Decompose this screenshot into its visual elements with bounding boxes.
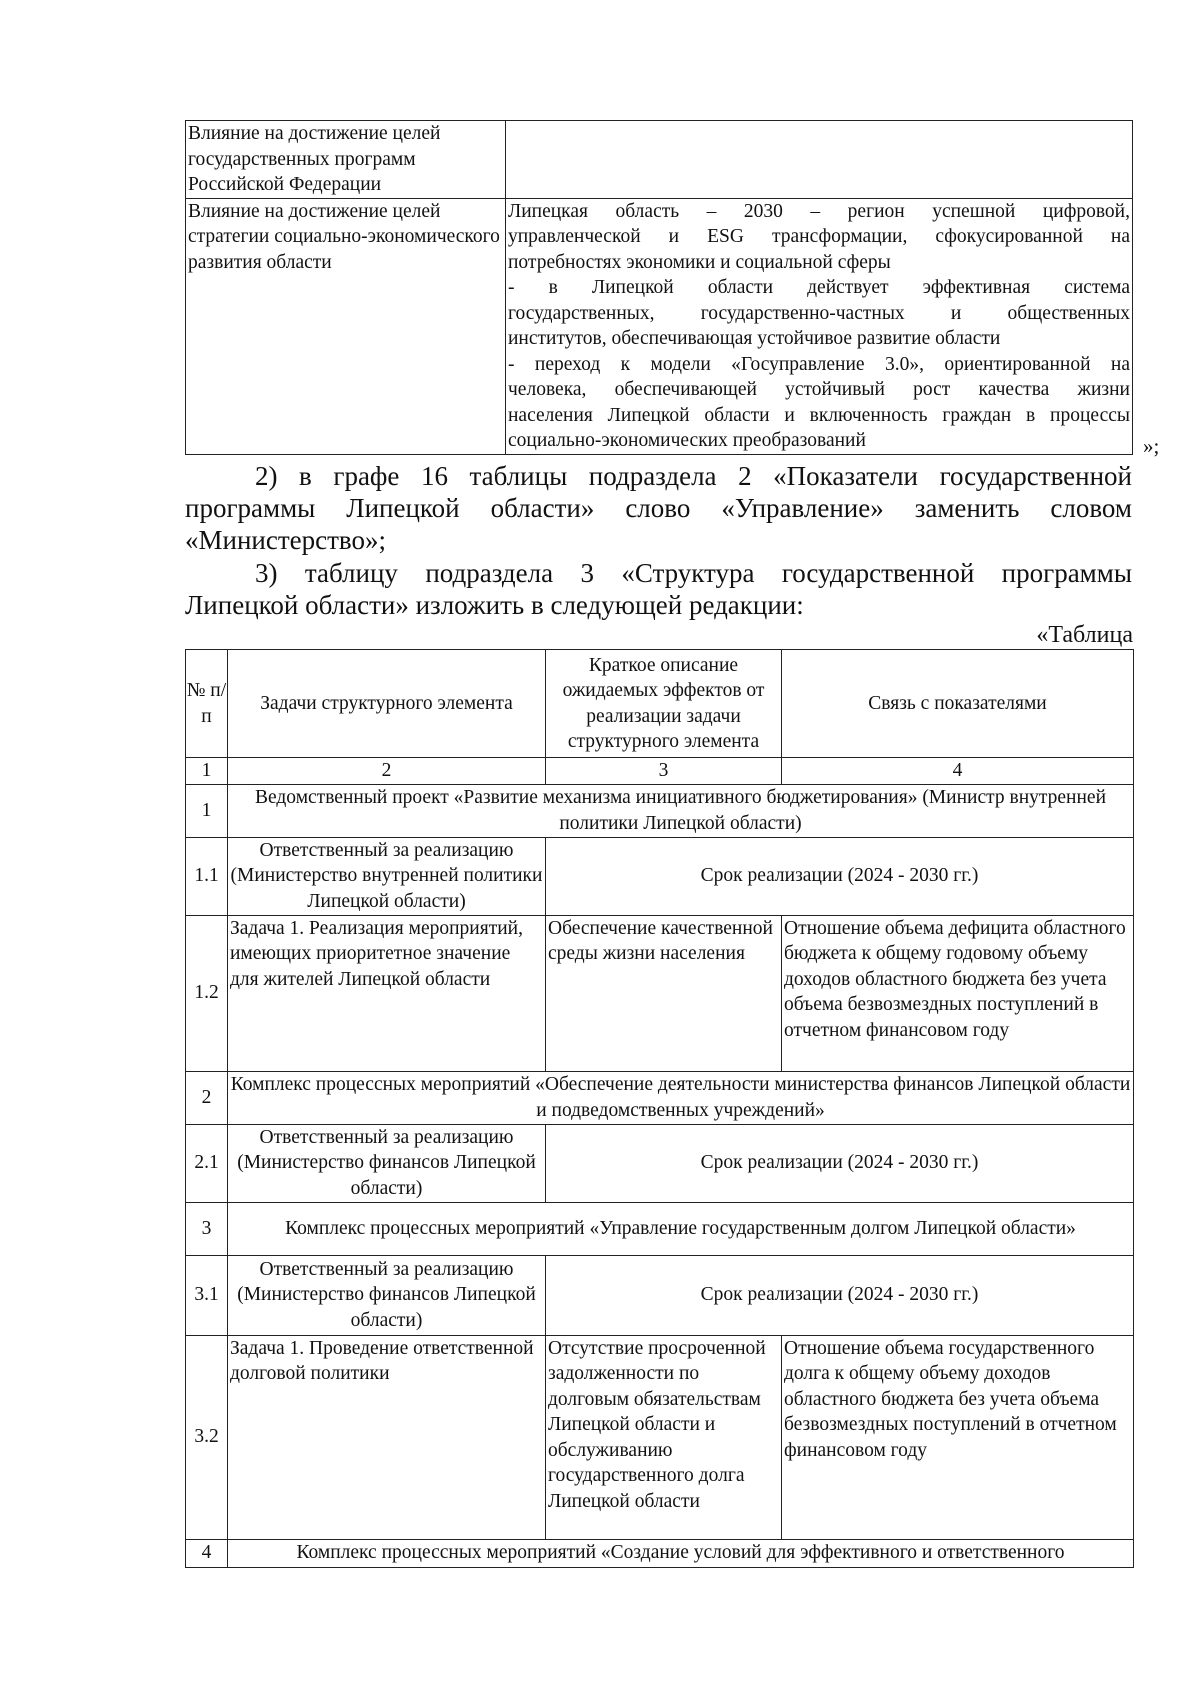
column-number: 3 [546, 758, 782, 785]
row-number: 1.1 [186, 837, 228, 915]
impact-row-strategy [186, 198, 1133, 454]
section-title: Комплекс процессных мероприятий «Создание условий для эффективного и ответственного [228, 1539, 1134, 1567]
amendment-paragraph-2 [185, 460, 1132, 556]
table-row-section [186, 1539, 1134, 1567]
impact-line: населения Липецкой области и включенность граждан в процессы [508, 404, 1130, 426]
task-cell: Задача 1. Реализация мероприятий, имеющих приоритетное значение для жителей Липецкой области [228, 915, 546, 1071]
column-number: 2 [228, 758, 546, 785]
row-number: 3.2 [186, 1335, 228, 1539]
row-number: 4 [186, 1539, 228, 1567]
column-number-row [186, 758, 1134, 785]
impact-line: Липецкая область – 2030 – регион успешной цифровой, [508, 200, 1130, 222]
indicator-cell: Отношение объема государственного долга к общему объему доходов областного бюджета без учета объема безвозмездных поступлений в отчетном финансовом году [782, 1335, 1134, 1539]
header-tasks: Задачи структурного элемента [228, 650, 546, 758]
term-cell: Срок реализации (2024 - 2030 гг.) [546, 1124, 1134, 1202]
table-row-section [186, 1202, 1134, 1255]
impact-line: - переход к модели «Госуправление 3.0», ориентированной на [508, 353, 1130, 375]
impact-line: человека, обеспечивающей устойчивый рост качества жизни [508, 379, 1130, 400]
task-cell: Задача 1. Проведение ответственной долговой политики [228, 1335, 546, 1539]
impact-federal-label: Влияние на достижение целей государственных программ Российской Федерации [186, 121, 506, 199]
section-title: Комплекс процессных мероприятий «Обеспечение деятельности министерства финансов Липецкой области и подведомственных учреждений» [228, 1071, 1134, 1124]
header-num: № п/п [186, 650, 228, 758]
paragraph-line: 2) в графе 16 таблицы подраздела 2 «Показатели государственной [255, 461, 1132, 491]
table-header-row [186, 650, 1134, 758]
table-row-responsible [186, 1255, 1134, 1335]
impact-table [185, 120, 1133, 455]
paragraph-line: «Министерство»; [185, 525, 386, 555]
impact-line: государственных, государственно-частных и общественных [508, 302, 1130, 324]
table-caption: «Таблица [1036, 622, 1133, 648]
paragraph-line: программы Липецкой области» слово «Управление» заменить словом [185, 493, 1132, 523]
impact-row-federal [186, 121, 1133, 199]
table-row-task [186, 915, 1134, 1071]
responsible-cell: Ответственный за реализацию (Министерство финансов Липецкой области) [228, 1255, 546, 1335]
row-number: 1 [186, 784, 228, 837]
amendment-paragraph-3 [185, 557, 1132, 621]
table-row-section [186, 784, 1134, 837]
impact-line: институтов, обеспечивающая устойчивое развитие области [508, 328, 1001, 349]
impact-line: управленческой и ESG трансформации, сфокусированной на [508, 226, 1130, 247]
effect-cell: Отсутствие просроченной задолженности по долговым обязательствам Липецкой области и обслуживанию государственного долга Липецкой области [546, 1335, 782, 1539]
table-row-responsible [186, 1124, 1134, 1202]
row-number: 1.2 [186, 915, 228, 1071]
structure-table [185, 649, 1134, 1568]
impact-line: потребностях экономики и социальной сферы [508, 251, 891, 273]
row-number: 2.1 [186, 1124, 228, 1202]
header-links: Связь с показателями [782, 650, 1134, 758]
section-title: Ведомственный проект «Развитие механизма инициативного бюджетирования» (Министр внутренней политики Липецкой области) [228, 784, 1134, 837]
row-number: 2 [186, 1071, 228, 1124]
impact-line: - в Липецкой области действует эффективная система [508, 277, 1130, 298]
impact-strategy-label: Влияние на достижение целей стратегии социально-экономического развития области [186, 198, 506, 454]
column-number: 1 [186, 758, 228, 785]
effect-cell: Обеспечение качественной среды жизни населения [546, 915, 782, 1071]
responsible-cell: Ответственный за реализацию (Министерство внутренней политики Липецкой области) [228, 837, 546, 915]
table-row-section [186, 1071, 1134, 1124]
impact-line: социально-экономических преобразований [508, 430, 866, 451]
column-number: 4 [782, 758, 1134, 785]
impact-federal-value [506, 121, 1133, 199]
section-title: Комплекс процессных мероприятий «Управление государственным долгом Липецкой области» [228, 1202, 1134, 1255]
table-row-task [186, 1335, 1134, 1539]
impact-strategy-value [506, 198, 1133, 454]
table-row-responsible [186, 837, 1134, 915]
paragraph-line: Липецкой области» изложить в следующей редакции: [185, 590, 804, 620]
row-number: 3.1 [186, 1255, 228, 1335]
closing-quote: »; [1143, 434, 1160, 458]
term-cell: Срок реализации (2024 - 2030 гг.) [546, 837, 1134, 915]
term-cell: Срок реализации (2024 - 2030 гг.) [546, 1255, 1134, 1335]
indicator-cell: Отношение объема дефицита областного бюджета к общему годовому объему доходов областного бюджета без учета объема безвозмездных поступлений в отчетном финансовом году [782, 915, 1134, 1071]
paragraph-line: 3) таблицу подраздела 3 «Структура государственной программы [255, 558, 1132, 588]
responsible-cell: Ответственный за реализацию (Министерство финансов Липецкой области) [228, 1124, 546, 1202]
row-number: 3 [186, 1202, 228, 1255]
header-effects: Краткое описание ожидаемых эффектов от реализации задачи структурного элемента [546, 650, 782, 758]
